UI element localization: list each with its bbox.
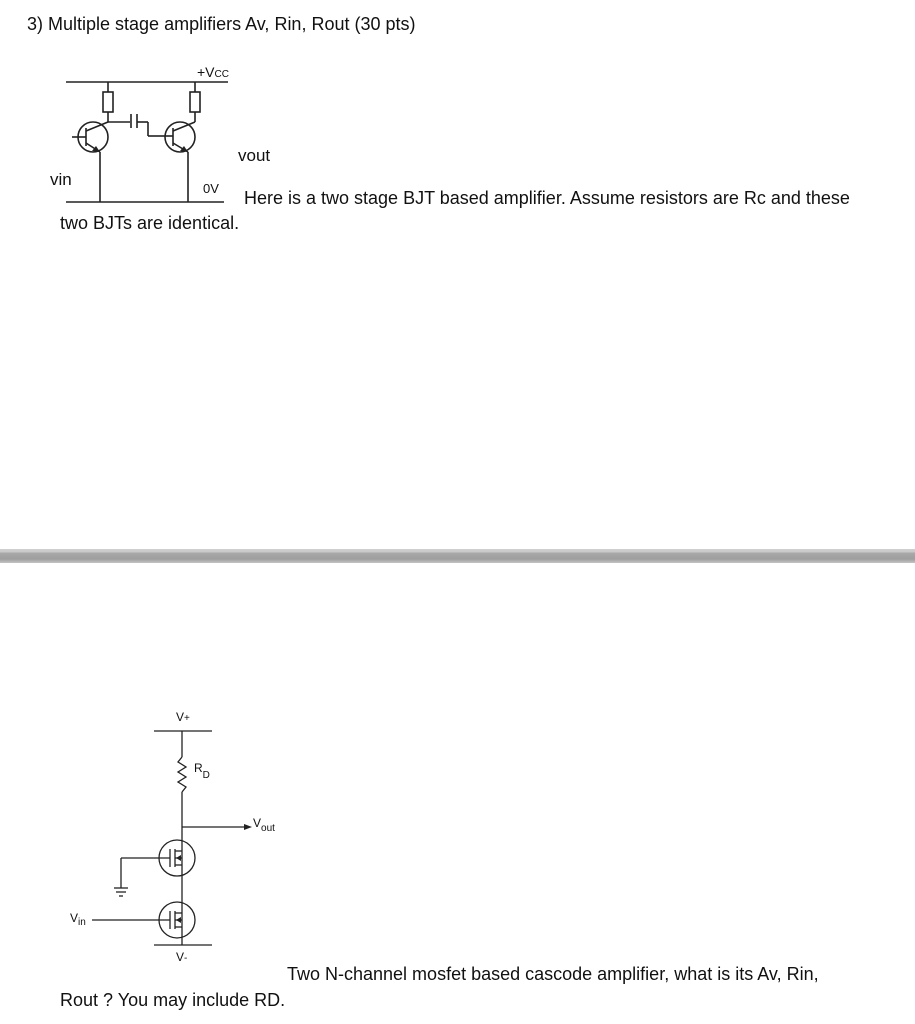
vcc-subscript: CC	[214, 69, 229, 80]
vcc-label: +VCC	[197, 64, 229, 80]
vout-label: vout	[238, 146, 271, 165]
vminus-subscript: -	[184, 953, 188, 964]
vminus-label: V-	[176, 950, 188, 964]
question-title: 3) Multiple stage amplifiers Av, Rin, Rout (30 pts)	[27, 14, 416, 34]
rd-resistor	[178, 757, 186, 792]
vout-arrow	[244, 824, 252, 830]
rd-subscript: D	[202, 770, 210, 781]
vin-label-2: $V_{in}$	[70, 911, 86, 928]
vin-label: vin	[50, 170, 72, 189]
part1-text-line2: two BJTs are identical.	[60, 213, 240, 233]
vplus-label: V+	[176, 710, 190, 724]
m2-body-arrow	[176, 855, 181, 861]
part1-text-line1: Here is a two stage BJT based amplifier. Assume resistors are Rc and these	[244, 188, 850, 208]
part2-text-line1: Two N-channel mosfet based cascode amplifier, what is its Av, Rin,	[287, 964, 819, 984]
vplus-subscript: +	[184, 713, 190, 724]
vout-subscript: out	[261, 823, 275, 834]
part2-text-line2: Rout ? You may include RD.	[60, 990, 286, 1010]
ground-label: 0V	[203, 181, 219, 196]
rd-label: $R_D$	[194, 761, 210, 781]
vin-subscript: in	[78, 917, 86, 928]
m1-body-arrow	[176, 917, 181, 923]
vout-label-2: $V_{out}$	[253, 816, 275, 834]
